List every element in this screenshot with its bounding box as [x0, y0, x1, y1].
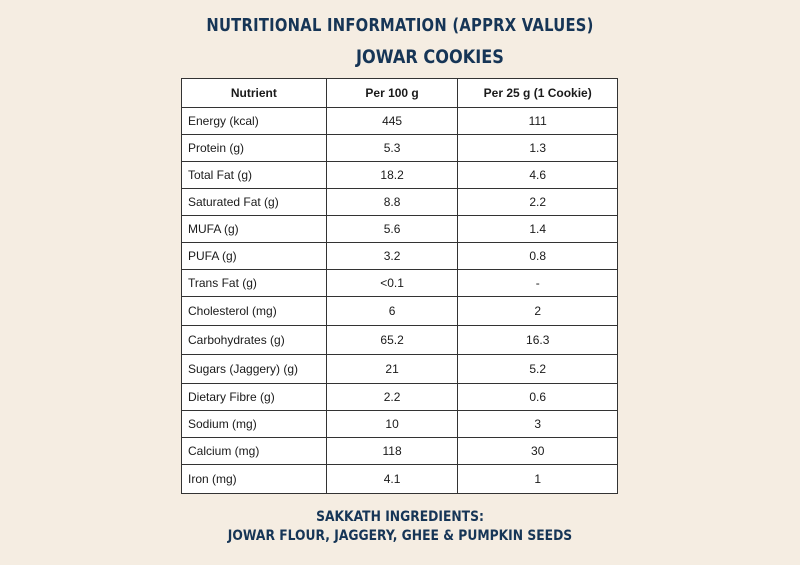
nutrient-name: Trans Fat (g) — [182, 270, 327, 297]
table-row — [182, 438, 618, 465]
table-row — [182, 297, 618, 326]
table-row — [182, 162, 618, 189]
nutrient-name: Protein (g) — [182, 135, 327, 162]
nutrient-name: Calcium (mg) — [182, 438, 327, 465]
value-per-cookie: 1.3 — [458, 135, 618, 162]
value-per-100g: 65.2 — [326, 326, 458, 355]
table-row — [182, 270, 618, 297]
value-per-100g: 118 — [326, 438, 458, 465]
header-per-100g: Per 100 g — [326, 79, 458, 108]
nutrient-name: Saturated Fat (g) — [182, 189, 327, 216]
value-per-cookie: 2 — [458, 297, 618, 326]
nutrient-name: Carbohydrates (g) — [182, 326, 327, 355]
nutrient-name: Sugars (Jaggery) (g) — [182, 355, 327, 384]
value-per-cookie: 1.4 — [458, 216, 618, 243]
value-per-100g: 8.8 — [326, 189, 458, 216]
nutrient-name: Iron (mg) — [182, 465, 327, 494]
nutrient-name: MUFA (g) — [182, 216, 327, 243]
table-row — [182, 189, 618, 216]
value-per-cookie: 3 — [458, 411, 618, 438]
value-per-100g: 10 — [326, 411, 458, 438]
value-per-cookie: 111 — [458, 108, 618, 135]
table-row — [182, 326, 618, 355]
value-per-100g: <0.1 — [326, 270, 458, 297]
value-per-cookie: 30 — [458, 438, 618, 465]
value-per-cookie: 1 — [458, 465, 618, 494]
product-name: JOWAR COOKIES — [356, 46, 504, 68]
value-per-cookie: 4.6 — [458, 162, 618, 189]
table-row — [182, 384, 618, 411]
page-title: NUTRITIONAL INFORMATION (APPRX VALUES) — [206, 15, 594, 36]
nutrient-name: Total Fat (g) — [182, 162, 327, 189]
value-per-cookie: - — [458, 270, 618, 297]
value-per-cookie: 16.3 — [458, 326, 618, 355]
value-per-100g: 2.2 — [326, 384, 458, 411]
value-per-100g: 6 — [326, 297, 458, 326]
nutrition-table — [181, 78, 618, 494]
value-per-100g: 4.1 — [326, 465, 458, 494]
value-per-100g: 5.6 — [326, 216, 458, 243]
table-row — [182, 216, 618, 243]
value-per-100g: 18.2 — [326, 162, 458, 189]
nutrient-name: Dietary Fibre (g) — [182, 384, 327, 411]
nutrient-name: Sodium (mg) — [182, 411, 327, 438]
table-header-row — [182, 79, 618, 108]
value-per-100g: 3.2 — [326, 243, 458, 270]
table-row — [182, 465, 618, 494]
table-row — [182, 135, 618, 162]
nutrient-name: Cholesterol (mg) — [182, 297, 327, 326]
nutrient-name: Energy (kcal) — [182, 108, 327, 135]
value-per-100g: 21 — [326, 355, 458, 384]
table-row — [182, 108, 618, 135]
ingredients-list: JOWAR FLOUR, JAGGERY, GHEE & PUMPKIN SEEDS — [227, 528, 573, 544]
value-per-cookie: 5.2 — [458, 355, 618, 384]
table-row — [182, 411, 618, 438]
value-per-cookie: 0.8 — [458, 243, 618, 270]
header-nutrient: Nutrient — [182, 79, 327, 108]
value-per-100g: 5.3 — [326, 135, 458, 162]
nutrient-name: PUFA (g) — [182, 243, 327, 270]
table-row — [182, 243, 618, 270]
table-row — [182, 355, 618, 384]
header-per-cookie: Per 25 g (1 Cookie) — [458, 79, 618, 108]
value-per-cookie: 0.6 — [458, 384, 618, 411]
value-per-100g: 445 — [326, 108, 458, 135]
ingredients-label: SAKKATH INGREDIENTS: — [316, 509, 484, 525]
value-per-cookie: 2.2 — [458, 189, 618, 216]
